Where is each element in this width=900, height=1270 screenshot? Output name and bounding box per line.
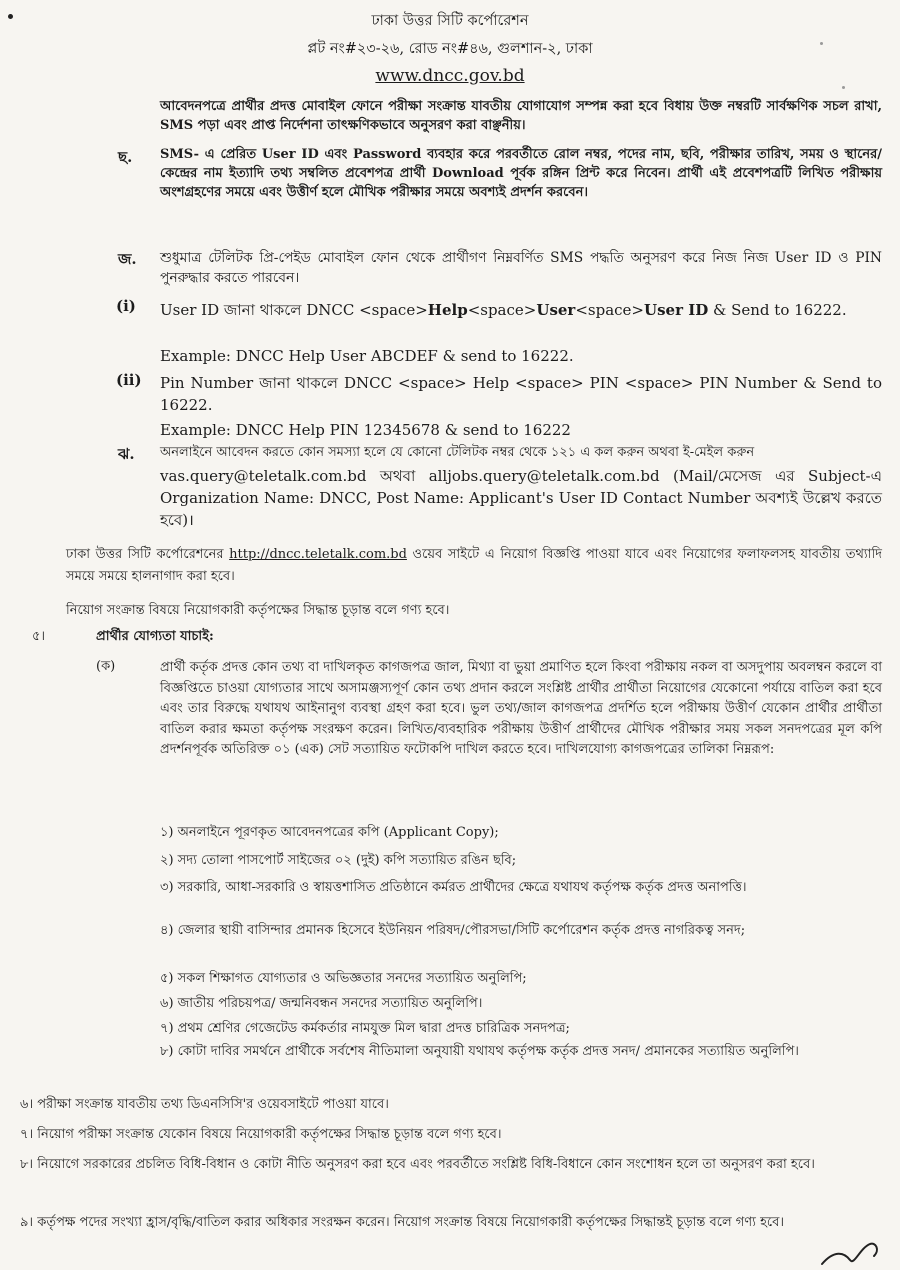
document-list-item: ১) অনলাইনে পূরণকৃত আবেদনপত্রের কপি (Applicant Copy); xyxy=(160,825,499,840)
item-mark-jha: ঝ. xyxy=(118,445,135,463)
section-5-ka-mark: (ক) xyxy=(96,659,116,674)
website-notice-paragraph xyxy=(66,544,882,588)
section-7: ৭। নিয়োগ পরীক্ষা সংক্রান্ত যেকোন বিষয়ে নিয়োগকারী কর্তৃপক্ষের সিদ্ধান্ত চূড়ান্ত বলে গণ্য হবে। xyxy=(20,1127,502,1142)
instruction-text: User ID জানা থাকলে DNCC <space> xyxy=(160,301,428,319)
web-notice-text: ওয়েব সাইটে এ নিয়োগ বিজ্ঞপ্তি পাওয়া যাবে এবং নিয়োগের ফলাফলসহ যাবতীয় তথ্যাদি সময়ে সময়ে হালনাগাদ করা হবে। xyxy=(66,547,882,585)
signature-scribble xyxy=(814,1230,894,1270)
email-support-paragraph: vas.query@teletalk.com.bd অথবা alljobs.query@teletalk.com.bd (Mail/মেসেজ এর Subject-এ Organization Name: DNCC, Post Name: Applicant's User ID Contact Number অবশ্যই উল্লেখ করতে হবে)। xyxy=(160,467,882,529)
website-link[interactable] xyxy=(0,66,900,86)
authority-decision-paragraph: নিয়োগ সংক্রান্ত বিষয়ে নিয়োগকারী কর্তৃপক্ষের সিদ্ধান্ত চূড়ান্ত বলে গণ্য হবে। xyxy=(66,603,450,618)
document-list-item: ৬) জাতীয় পরিচয়পত্র/ জন্মনিবন্ধন সনদের সত্যায়িত অনুলিপি। xyxy=(160,996,483,1011)
keyword-user: User xyxy=(536,301,576,319)
pin-instruction: Pin Number জানা থাকলে DNCC <space> Help <space> PIN <space> PIN Number & Send to 16222. xyxy=(160,374,882,414)
section-8: ৮। নিয়োগে সরকারের প্রচলিত বিধি-বিধান ও কোটা নীতি অনুসরণ করা হবে এবং পরবর্তীতে সংশ্লিষ্ট বিধি-বিধানে কোন সংশোধন হলে তা অনুসরণ করা হবে। xyxy=(20,1157,815,1172)
section-5-title: প্রার্থীর যোগ্যতা যাচাই: xyxy=(96,629,214,644)
qualification-verification-paragraph: প্রার্থী কর্তৃক প্রদত্ত কোন তথ্য বা দাখিলকৃত কাগজপত্র জাল, মিথ্যা বা ভুয়া প্রমাণিত হলে কিংবা পরীক্ষায় নকল বা অসদুপায় অবলম্বন করলে বা বিজ্ঞপ্তিতে চাওয়া যোগ্যতার সাথে অসামঞ্জস্যপূর্ণ কোন তথ্য প্রদান করলে সংশ্লিষ্ট প্রার্থীর প্রার্থীতা নিয়োগের যেকোনো পর্যায়ে বাতিল করা হবে এবং তার বিরুদ্ধে যথাযথ আইনানুগ ব্যবস্থা গ্রহণ করা হবে। ভুল তথ্য/জাল কাগজপত্র প্রদর্শিত হলে পরীক্ষায় উত্তীর্ণ যেকোন প্রার্থীর প্রার্থীতা বাতিল করার ক্ষমতা কর্তৃপক্ষ সংরক্ষণ করেন। লিখিত/ব্যবহারিক পরীক্ষায় উত্তীর্ণ প্রার্থীদের মৌখিক পরীক্ষার সময় সকল সনদপত্রের মূল কপি প্রদর্শনপূর্বক অতিরিক্ত ০১ (এক) সেট সত্যায়িত ফটোকপি দাখিল করতে হবে। দাখিলযোগ্য কাগজপত্রের তালিকা নিম্নরূপ: xyxy=(160,660,882,758)
section-6: ৬। পরীক্ষা সংক্রান্ত যাবতীয় তথ্য ডিএনসিসি'র ওয়েবসাইটে পাওয়া যাবে। xyxy=(20,1097,389,1112)
item-mark-ja: জ. xyxy=(118,250,137,268)
helpline-intro: অনলাইনে আবেদন করতে কোন সমস্যা হলে যে কোনো টেলিটক নম্বর থেকে ১২১ এ কল করুন অথবা ই-মেইল করুন xyxy=(160,445,755,460)
section-5-number: ৫। xyxy=(32,629,46,644)
item-mark-cha: ছ. xyxy=(118,148,133,166)
keyword-user-id: User ID xyxy=(644,301,709,319)
instruction-text: <space> xyxy=(575,301,645,319)
web-notice-text: ঢাকা উত্তর সিটি কর্পোরেশনের xyxy=(66,547,230,562)
userid-instruction xyxy=(160,300,882,322)
website-text[interactable]: www.dncc.gov.bd xyxy=(375,66,525,86)
keyword-help: Help xyxy=(427,301,468,319)
document-list-item: ৮) কোটা দাবির সমর্থনে প্রার্থীকে সর্বশেষ নীতিমালা অনুযায়ী যথাযথ কর্তৃপক্ষ কর্তৃক প্রদত্ত সনদ/ প্রমানকের সত্যায়িত অনুলিপি। xyxy=(160,1044,799,1059)
document-list-item: ৭) প্রথম শ্রেণির গেজেটেড কর্মকর্তার নামযুক্ত মিল দ্বারা প্রদত্ত চারিত্রিক সনদপত্র; xyxy=(160,1021,570,1036)
teletalk-link[interactable]: http://dncc.teletalk.com.bd xyxy=(229,547,407,562)
pin-example: Example: DNCC Help PIN 12345678 & send to 16222 xyxy=(160,421,571,439)
instruction-text: <space> xyxy=(467,301,537,319)
section-9: ৯। কর্তৃপক্ষ পদের সংখ্যা হ্রাস/বৃদ্ধি/বাতিল করার অধিকার সংরক্ষন করেন। নিয়োগ সংক্রান্ত বিষয়ে নিয়োগকারী কর্তৃপক্ষের সিদ্ধান্তই চূড়ান্ত বলে গণ্য হবে। xyxy=(20,1215,785,1230)
org-address: প্লট নং#২৩-২৬, রোড নং#৪৬, গুলশান-২, ঢাকা xyxy=(307,41,593,57)
userid-example: Example: DNCC Help User ABCDEF & send to 16222. xyxy=(160,347,574,365)
document-list-item: ২) সদ্য তোলা পাসপোর্ট সাইজের ০২ (দুই) কপি সত্যায়িত রঙিন ছবি; xyxy=(160,853,517,868)
document-list-item: ৫) সকল শিক্ষাগত যোগ্যতার ও অভিজ্ঞতার সনদের সত্যায়িত অনুলিপি; xyxy=(160,971,527,986)
item-mark-ii: (ii) xyxy=(116,371,142,389)
pin-recovery-paragraph: শুধুমাত্র টেলিটক প্রি-পেইড মোবাইল ফোন থেকে প্রার্থীগণ নিম্নবর্ণিত SMS পদ্ধতি অনুসরণ করে নিজ নিজ User ID ও PIN পুনরুদ্ধার করতে পারবেন। xyxy=(160,250,882,286)
admit-card-paragraph: SMS- এ প্রেরিত User ID এবং Password ব্যবহার করে পরবর্তীতে রোল নম্বর, পদের নাম, ছবি, পরীক্ষার তারিখ, সময় ও স্থানের/কেন্দ্রের নাম ইত্যাদি তথ্য সম্বলিত প্রবেশপত্র প্রার্থী Download পূর্বক রঙ্গিন প্রিন্ট করে নিবেন। প্রার্থী এই প্রবেশপত্রটি লিখিত পরীক্ষায় অংশগ্রহণের সময়ে এবং উত্তীর্ণ হলে মৌখিক পরীক্ষার সময়ে অবশ্যই প্রদর্শন করবেন। xyxy=(160,147,882,200)
instruction-text: & Send to 16222. xyxy=(708,301,847,319)
org-name: ঢাকা উত্তর সিটি কর্পোরেশন xyxy=(371,13,529,29)
item-mark-i: (i) xyxy=(116,297,136,315)
document-list-item: ৪) জেলার স্থায়ী বাসিন্দার প্রমানক হিসেবে ইউনিয়ন পরিষদ/পৌরসভা/সিটি কর্পোরেশন কর্তৃক প্রদত্ত নাগরিকত্ব সনদ; xyxy=(160,923,746,938)
scan-speck xyxy=(842,86,845,89)
document-list-item: ৩) সরকারি, আধা-সরকারি ও স্বায়ত্তশাসিত প্রতিষ্ঠানে কর্মরত প্রার্থীদের ক্ষেত্রে যথাযথ কর্তৃপক্ষ কর্তৃক প্রদত্ত অনাপত্তি। xyxy=(160,880,747,895)
mobile-notice-paragraph: আবেদনপত্রে প্রার্থীর প্রদত্ত মোবাইল ফোনে পরীক্ষা সংক্রান্ত যাবতীয় যোগাযোগ সম্পন্ন করা হবে বিধায় উক্ত নম্বরটি সার্বক্ষণিক সচল রাখা, SMS পড়া এবং প্রাপ্ত নির্দেশনা তাৎক্ষণিকভাবে অনুসরণ করা বাঞ্ছনীয়। xyxy=(160,99,882,133)
